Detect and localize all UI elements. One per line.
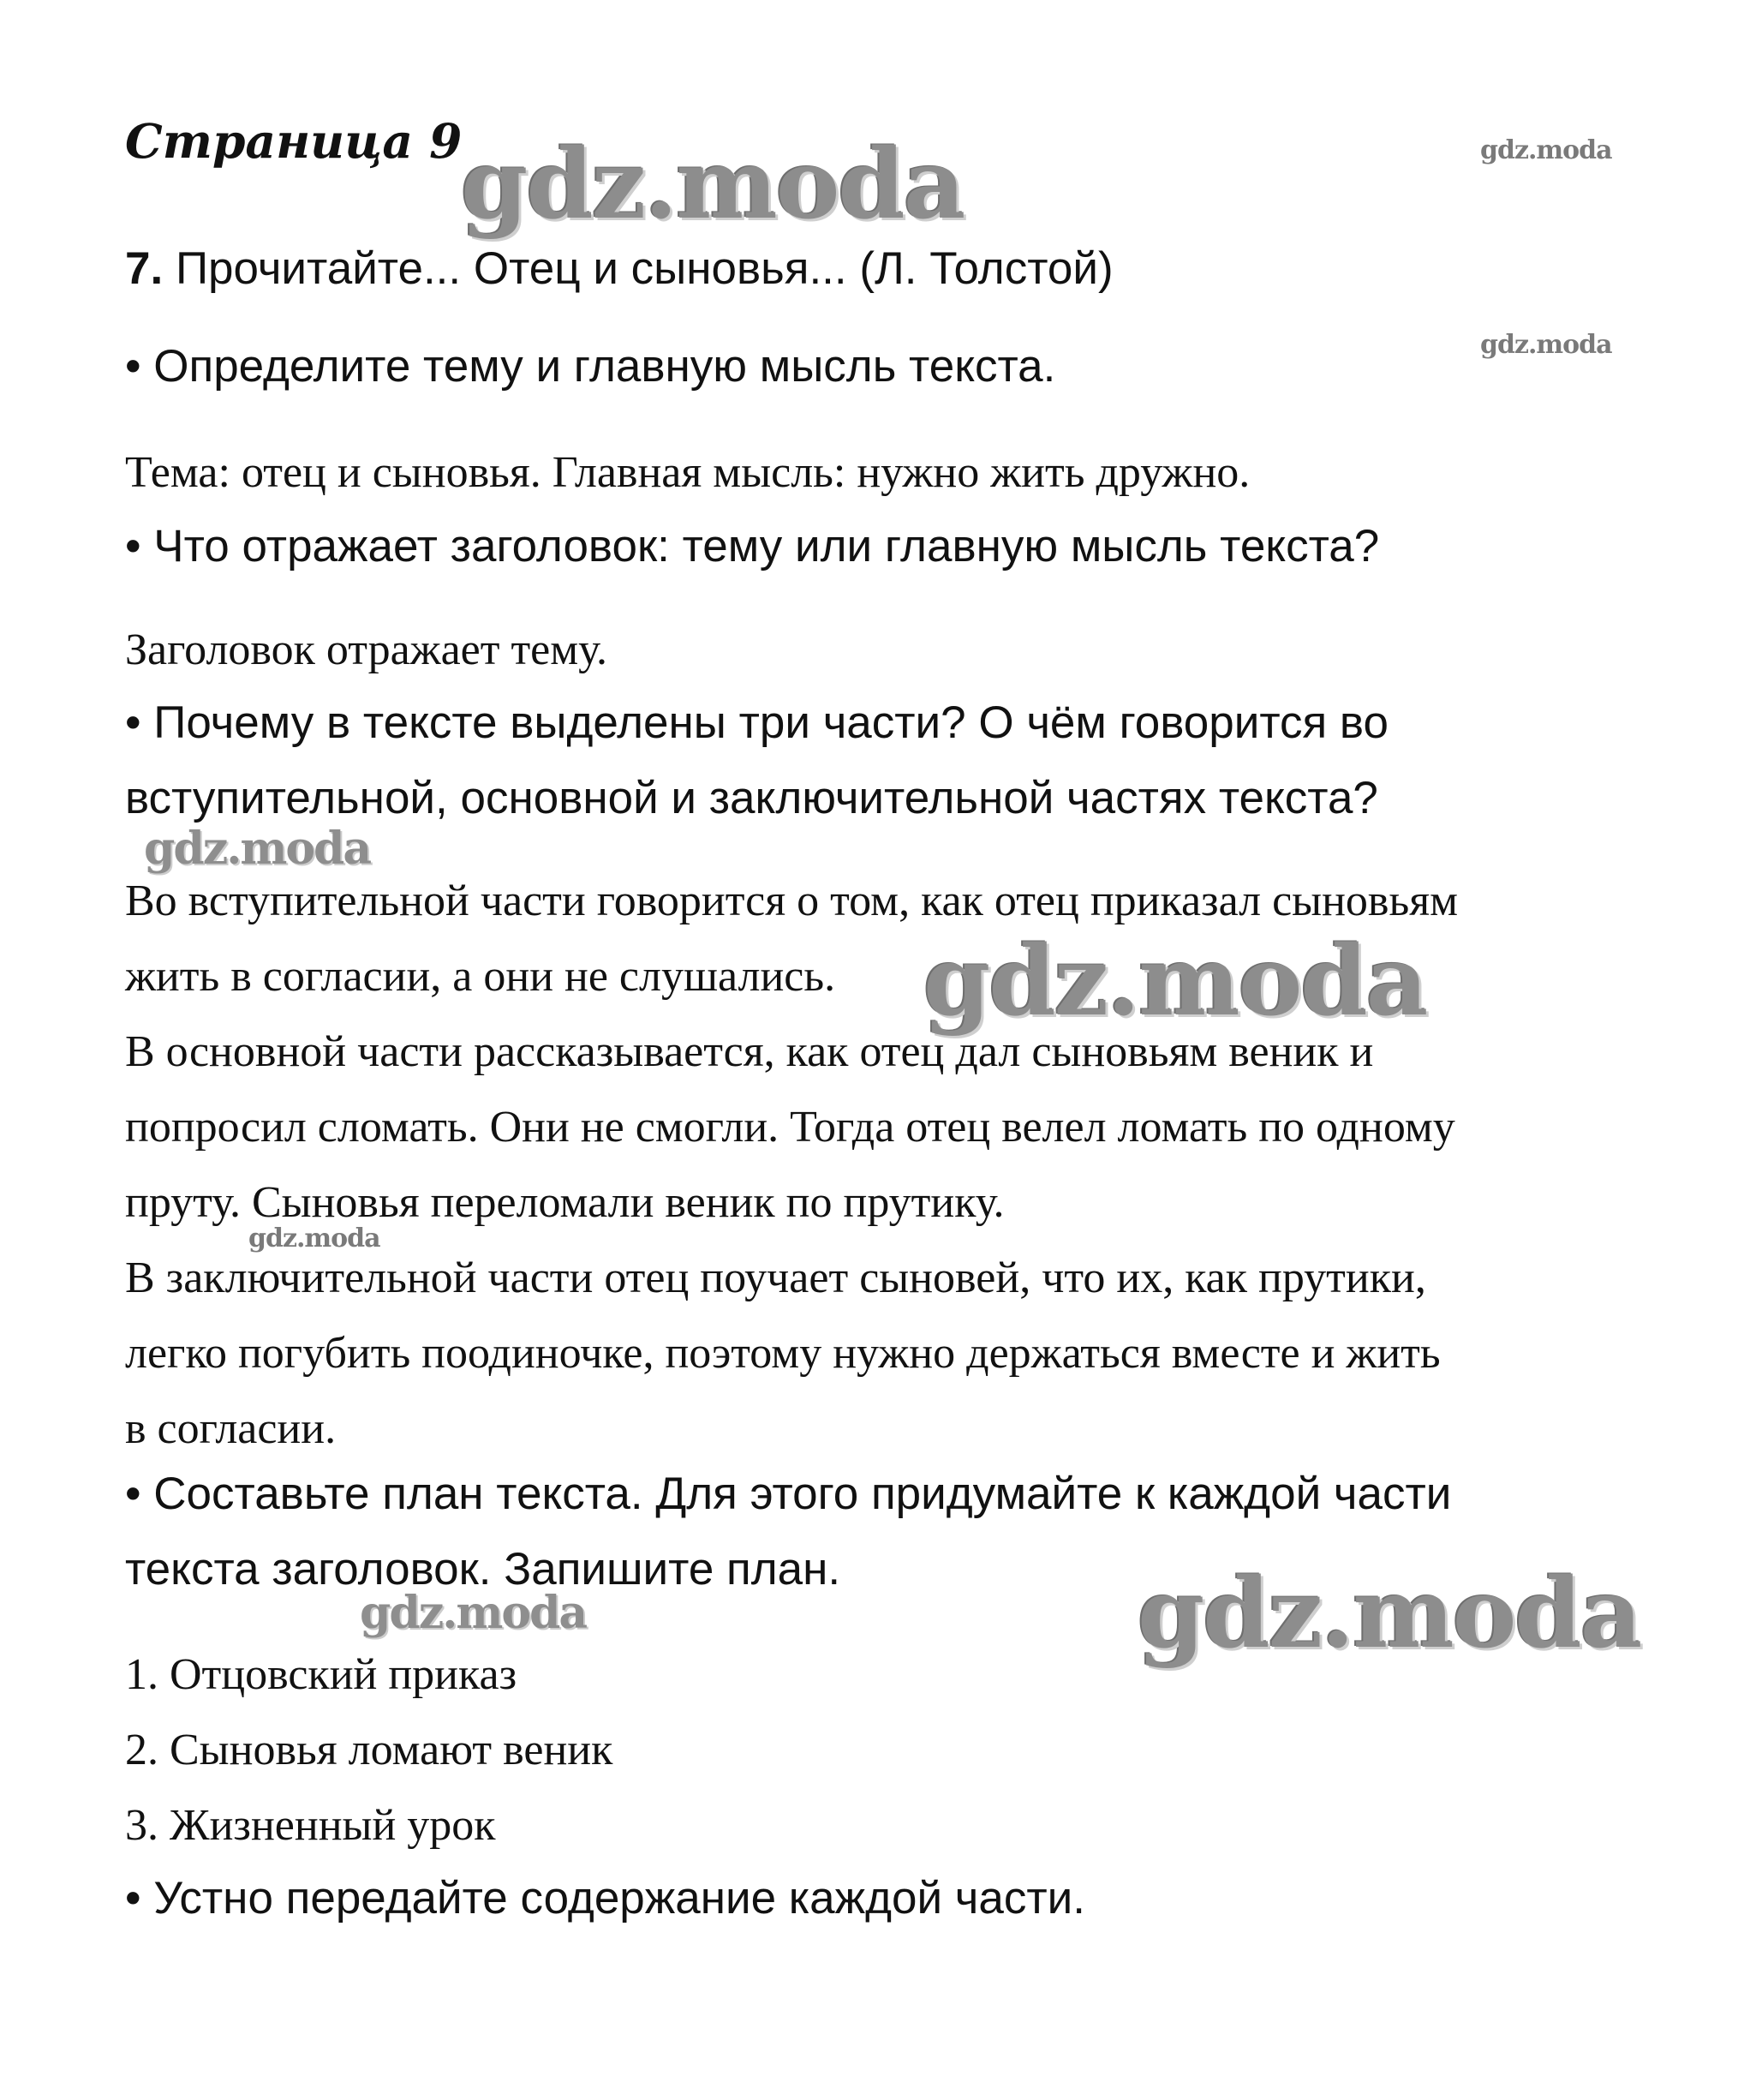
question-4-line: текста заголовок. Запишите план. <box>125 1544 841 1594</box>
watermark: gdz.moda <box>360 1587 587 1639</box>
answer-3-line: В основной части рассказывается, как отец дал сыновьям веник и <box>125 1027 1374 1076</box>
answer-2: Заголовок отражает тему. <box>125 625 607 674</box>
answer-3-line: пруту. Сыновья переломали веник по прутику. <box>125 1178 1005 1227</box>
watermark: gdz.moda <box>461 129 965 241</box>
watermark: gdz.moda <box>248 1224 380 1253</box>
answer-3-line: попросил сломать. Они не смогли. Тогда отец велел ломать по одному <box>125 1103 1455 1152</box>
plan-item: 2. Сыновья ломают веник <box>125 1726 613 1774</box>
answer-3-line: Во вступительной части говорится о том, как отец приказал сыновьям <box>125 876 1459 925</box>
answer-3-line: жить в согласии, а они не слушались. <box>125 952 836 1001</box>
task-heading <box>125 231 1667 307</box>
page-title: Страница 9 <box>125 113 463 169</box>
answer-1: Тема: отец и сыновья. Главная мысль: нужно жить дружно. <box>125 448 1251 497</box>
answer-3-line: легко погубить поодиночке, поэтому нужно держаться вместе и жить <box>125 1329 1441 1378</box>
question-2: • Что отражает заголовок: тему или главную мысль текста? <box>125 521 1380 571</box>
plan-item: 3. Жизненный урок <box>125 1801 496 1850</box>
question-1: • Определите тему и главную мысль текста. <box>125 341 1056 392</box>
plan-item: 1. Отцовский приказ <box>125 1650 517 1699</box>
task-text: Прочитайте... Отец и сыновья... (Л. Толстой) <box>175 243 1114 294</box>
question-3-line: вступительной, основной и заключительной частях текста? <box>125 773 1378 823</box>
watermark: gdz.moda <box>1480 135 1612 165</box>
answer-3-line: В заключительной части отец поучает сыновей, что их, как прутики, <box>125 1253 1426 1302</box>
watermark: gdz.moda <box>923 925 1427 1038</box>
watermark: gdz.moda <box>1480 330 1612 360</box>
question-5: • Устно передайте содержание каждой части. <box>125 1873 1085 1924</box>
watermark: gdz.moda <box>144 823 371 875</box>
task-number: 7. <box>125 243 164 294</box>
plan-list <box>125 1637 1667 1864</box>
question-3-line: • Почему в тексте выделены три части? О чём говорится во <box>125 697 1389 748</box>
answer-3 <box>125 864 1667 1467</box>
watermark: gdz.moda <box>1138 1558 1641 1670</box>
answer-3-line: в согласии. <box>125 1404 337 1453</box>
question-4-line: • Составьте план текста. Для этого придумайте к каждой части <box>125 1469 1452 1519</box>
question-3 <box>125 685 1667 836</box>
